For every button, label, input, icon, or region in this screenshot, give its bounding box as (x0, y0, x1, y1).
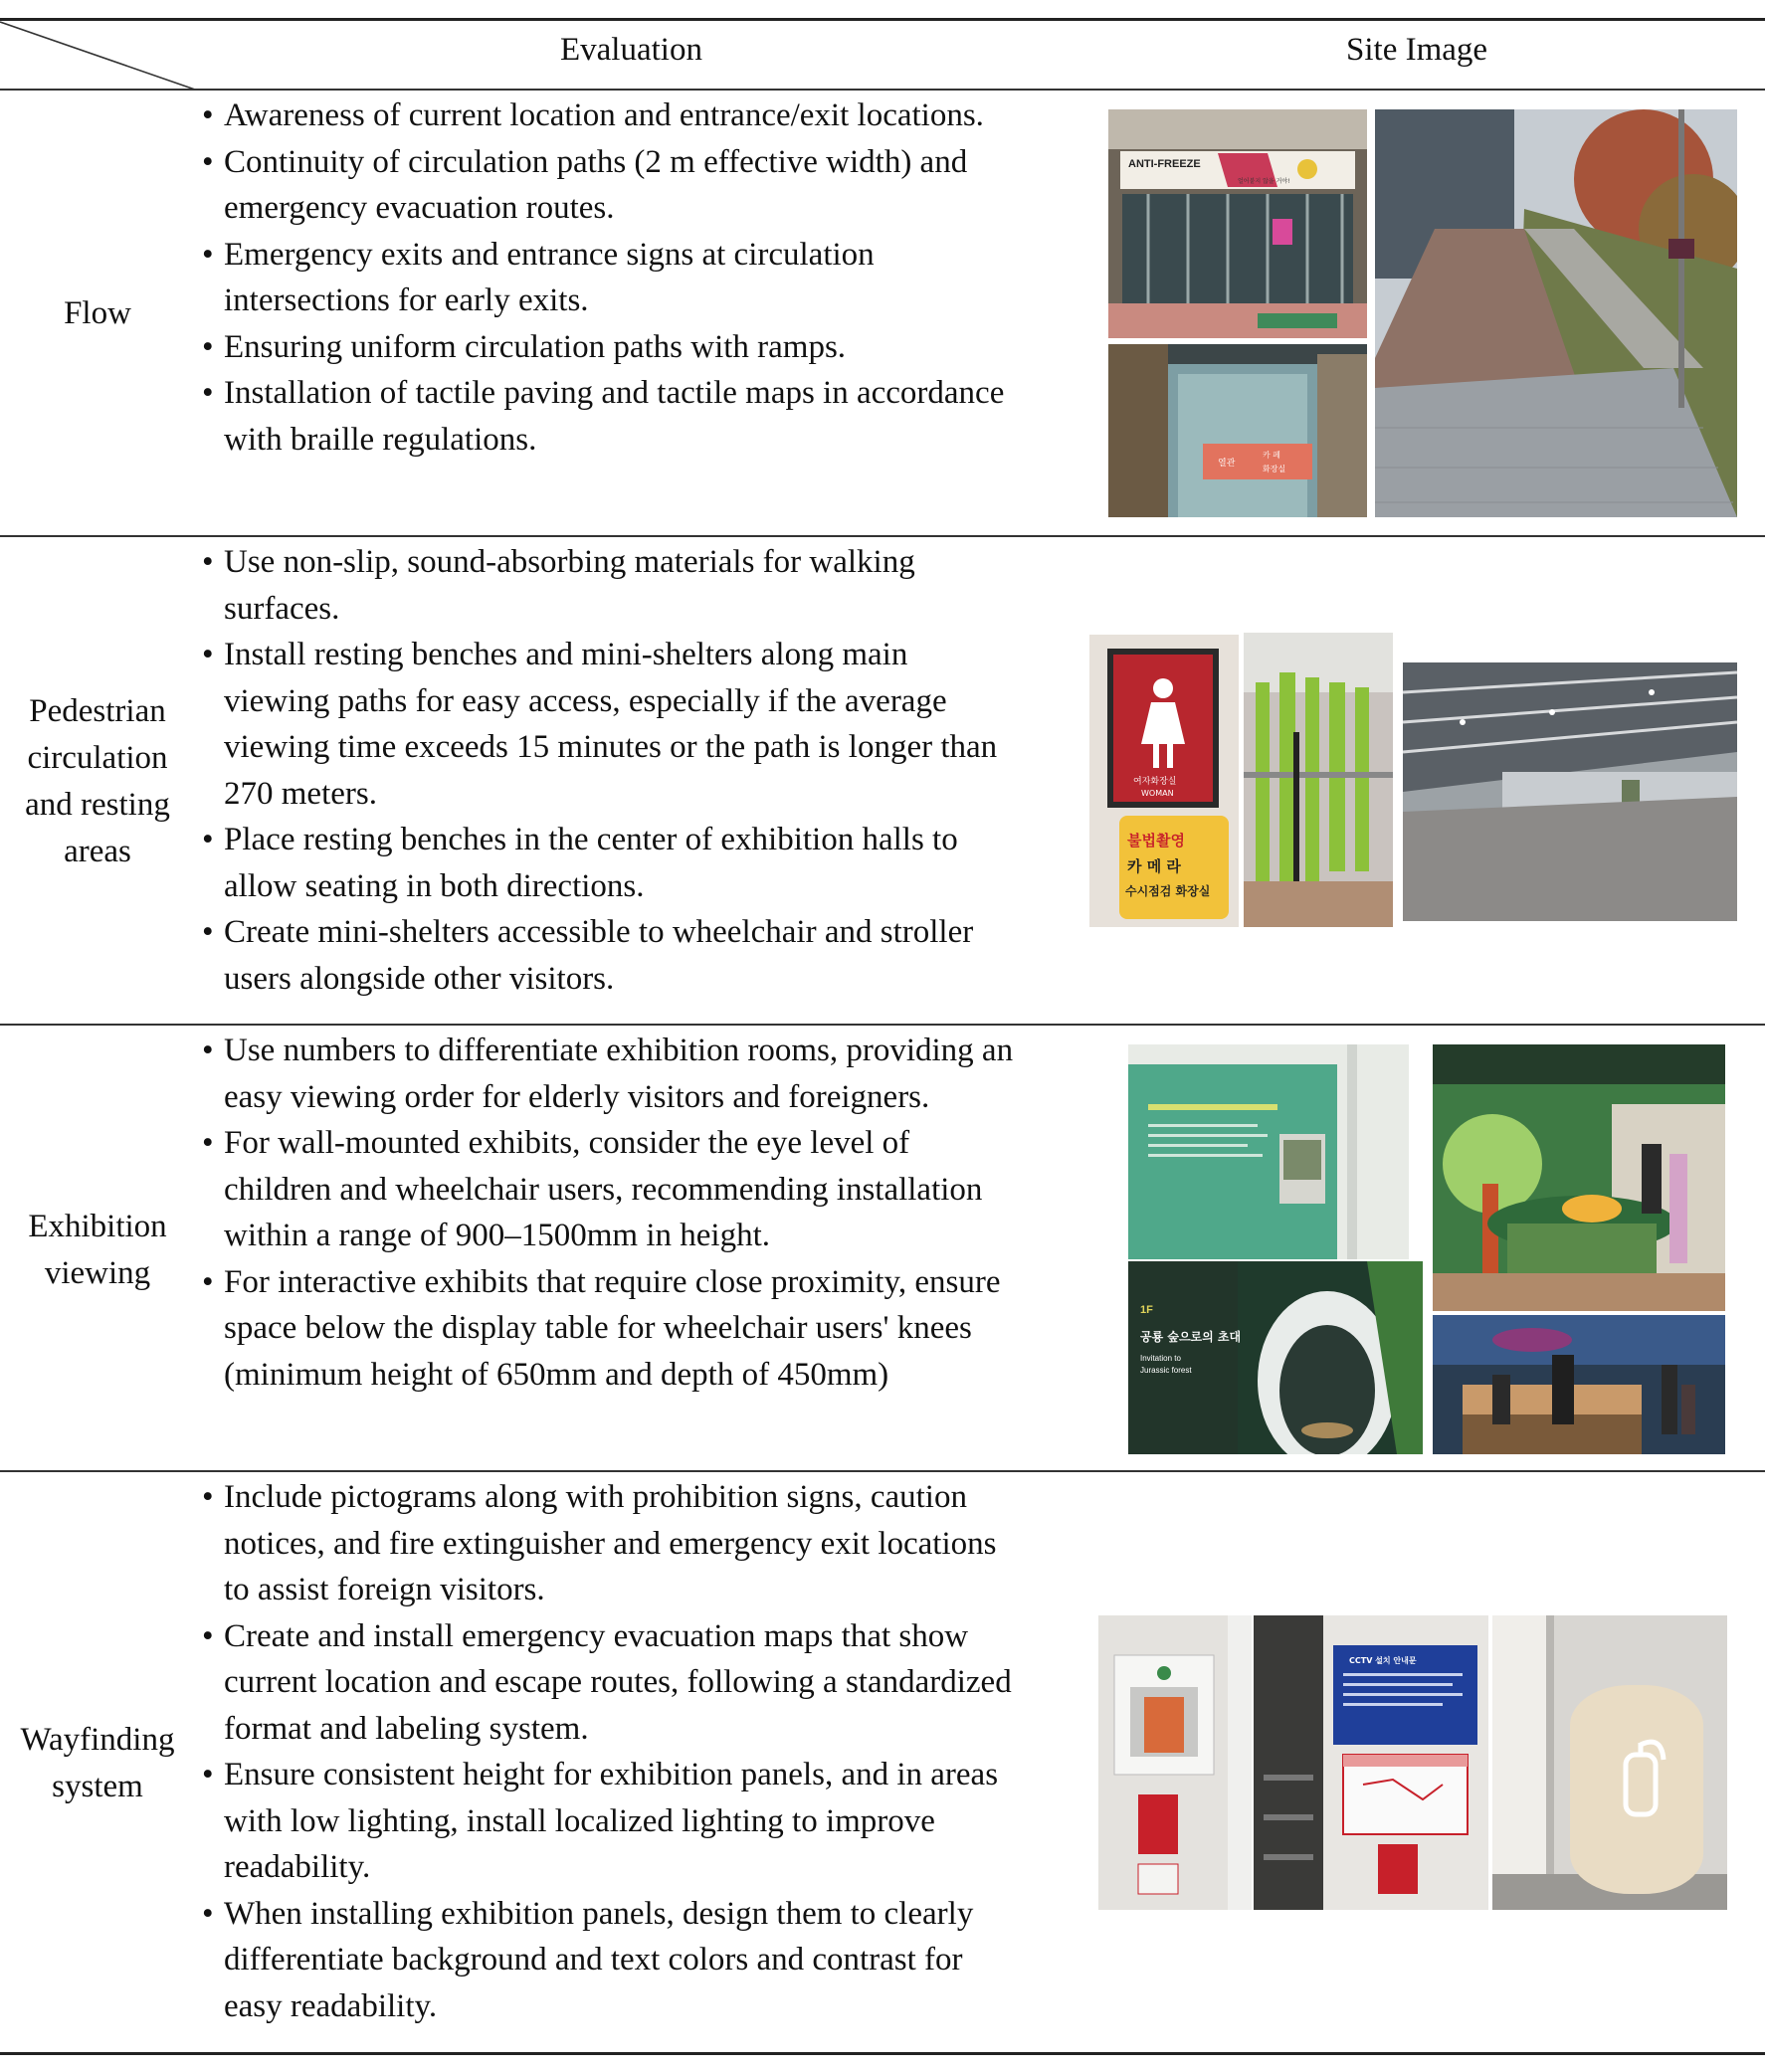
evaluation-item: • Install resting benches and mini-shelters along main viewing paths for easy access, especially if the average viewing time exceeds 15 minutes or the path is longer than 270 meters. (199, 632, 1084, 817)
svg-text:여자화장실: 여자화장실 (1133, 777, 1177, 787)
category-exhibition (0, 1204, 195, 1297)
category-flow (0, 290, 195, 337)
table-top-rule (0, 18, 1765, 21)
evaluation-item: • For wall-mounted exhibits, consider the eye level of children and wheelchair users, recommending installation within a range of 900–1500mm in height. (199, 1120, 1084, 1259)
evaluation-item: • For interactive exhibits that require close proximity, ensure space below the display table for wheelchair users' knees (minimum height of 650mm and depth of 450mm) (199, 1259, 1084, 1399)
evaluation-item: • Use numbers to differentiate exhibition rooms, providing an easy viewing order for elderly visitors and foreigners. (199, 1028, 1084, 1120)
category-line: areas (64, 834, 131, 869)
evaluation-item: • Awareness of current location and entrance/exit locations. (199, 93, 1084, 139)
category-line: Exhibition (28, 1209, 167, 1244)
photo-cctv-evacuation-map (1254, 1615, 1488, 1910)
evaluation-item: • Use non-slip, sound-absorbing materials for walking surfaces. (199, 539, 1084, 632)
svg-text:Jurassic forest: Jurassic forest (1140, 1366, 1192, 1375)
svg-text:얼어붙지 않을 거야!: 얼어붙지 않을 거야! (1238, 178, 1290, 185)
photo-entrance-anti-freeze (1108, 109, 1367, 338)
category-line: system (52, 1769, 143, 1804)
evaluation-list-pedestrian (199, 539, 1084, 1002)
photo-glass-door-sign (1108, 344, 1367, 517)
row-divider (0, 535, 1765, 537)
evaluation-item: • Ensuring uniform circulation paths with ramps. (199, 324, 1084, 371)
evaluation-list-exhibition (199, 1028, 1084, 1398)
svg-text:화장실: 화장실 (1263, 465, 1286, 473)
evaluation-item: • Emergency exits and entrance signs at circulation intersections for early exits. (199, 232, 1084, 324)
evaluation-item: • Create and install emergency evacuation maps that show current location and escape routes, following a standardized format and labeling system. (199, 1613, 1084, 1753)
evaluation-list-wayfinding (199, 1474, 1084, 2029)
category-line: Pedestrian (29, 693, 166, 729)
category-line: circulation (27, 740, 168, 776)
header-diagonal-line (0, 20, 197, 92)
photo-exhibition-hall-floor (1403, 662, 1737, 921)
svg-text:CCTV 설치 안내문: CCTV 설치 안내문 (1349, 1656, 1417, 1665)
table-bottom-rule (0, 2052, 1765, 2055)
photo-fire-extinguisher-cabinet (1098, 1615, 1252, 1910)
evaluation-item: • Create mini-shelters accessible to wheelchair and stroller users alongside other visitors. (199, 909, 1084, 1002)
evaluation-item: • Include pictograms along with prohibition signs, caution notices, and fire extinguisher and emergency exit locations to assist foreign visitors. (199, 1474, 1084, 1613)
category-line: Wayfinding (20, 1722, 175, 1758)
svg-text:Invitation to: Invitation to (1140, 1354, 1181, 1363)
photo-ramp-staircase (1375, 109, 1737, 517)
photo-jurassic-forest-entrance (1128, 1261, 1423, 1454)
category-line: viewing (44, 1255, 151, 1291)
svg-text:1F: 1F (1140, 1304, 1153, 1316)
evaluation-item: • Continuity of circulation paths (2 m effective width) and emergency evacuation routes. (199, 139, 1084, 232)
svg-text:카 메 라: 카 메 라 (1127, 857, 1181, 875)
photo-green-handrail-poles (1244, 633, 1393, 927)
svg-text:ANTI-FREEZE: ANTI-FREEZE (1128, 158, 1201, 170)
row-divider (0, 1024, 1765, 1026)
evaluation-item: • Place resting benches in the center of exhibition halls to allow seating in both directions. (199, 817, 1084, 909)
category-pedestrian (0, 688, 195, 875)
evaluation-item: • Ensure consistent height for exhibition panels, and in areas with low lighting, install localized lighting to improve readability. (199, 1752, 1084, 1891)
photo-wall-panel (1128, 1044, 1409, 1259)
photo-restroom-sign (1089, 635, 1239, 927)
category-line: Flow (64, 295, 131, 331)
svg-text:공룡 숲으로의 초대: 공룡 숲으로의 초대 (1140, 1330, 1242, 1344)
header-bottom-rule (0, 89, 1765, 91)
category-line: and resting (25, 787, 170, 823)
evaluation-item: • When installing exhibition panels, design them to clearly differentiate background and text colors and contrast for easy readability. (199, 1891, 1084, 2030)
row-divider (0, 1470, 1765, 1472)
header-site-image: Site Image (1346, 32, 1488, 68)
photo-interactive-table (1433, 1044, 1725, 1311)
evaluation-item: • Installation of tactile paving and tactile maps in accordance with braille regulations. (199, 370, 1084, 463)
photo-children-interactive (1433, 1315, 1725, 1454)
category-wayfinding (0, 1717, 195, 1810)
svg-text:열관: 열관 (1218, 459, 1236, 469)
svg-text:불법촬영: 불법촬영 (1127, 832, 1185, 849)
photo-extinguisher-pictogram-sign (1492, 1615, 1727, 1910)
svg-text:수시점검 화장실: 수시점검 화장실 (1125, 884, 1211, 898)
header-evaluation: Evaluation (560, 32, 702, 68)
evaluation-list-flow (199, 93, 1084, 463)
svg-text:카 페: 카 페 (1263, 451, 1280, 460)
svg-text:WOMAN: WOMAN (1141, 789, 1174, 798)
